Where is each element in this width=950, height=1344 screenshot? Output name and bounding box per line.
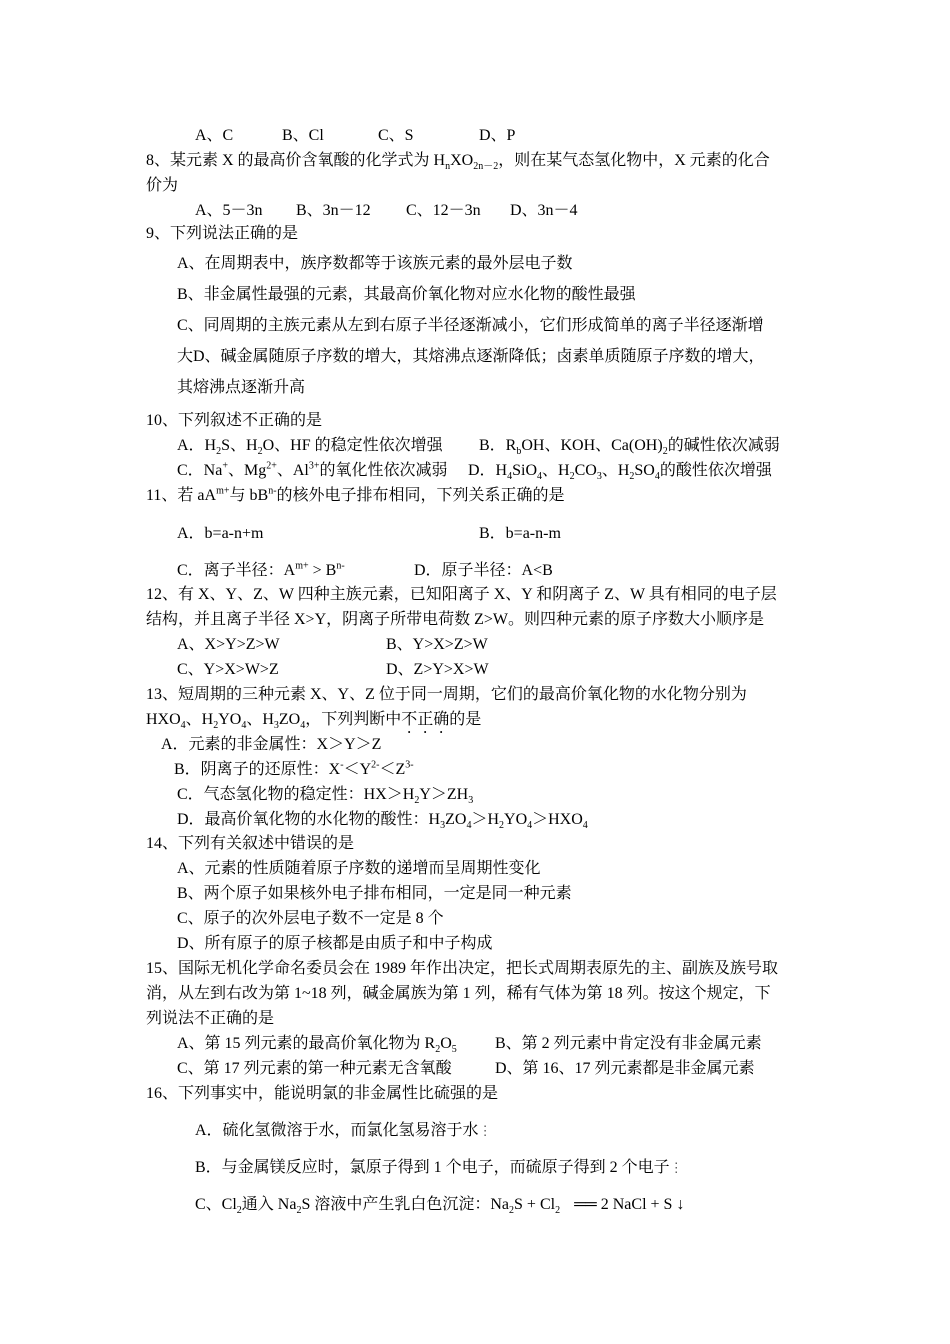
q7-option-c: C、S [378, 127, 414, 144]
q8-stem-line1: 8、某元素 X 的最高价含氧酸的化学式为 $H_nXO_{2n-2}$，则在某气态氢化物中，X 元素的化合 [146, 152, 770, 173]
q9-option-c-line1: C、同周期的主族元素从左到右原子半径逐渐减小，它们形成简单的离子半径逐渐增 [177, 317, 764, 334]
q15-option-a: A、第 15 列元素的最高价氧化物为 $R_2O_5$ [177, 1035, 457, 1056]
q15-stem-line3: 列说法不正确的是 [146, 1010, 275, 1027]
q13-stem-line2: $HXO_4$、$H_2YO_4$、$H_3ZO_4$，下列判断中不正确的是 [146, 711, 482, 732]
q9-option-b: B、非金属性最强的元素，其最高价氧化物对应水化物的酸性最强 [177, 286, 636, 303]
q13-stem-line1: 13、短周期的三种元素 X、Y、Z 位于同一周期，它们的最高价氧化物的水化物分别为 [146, 686, 747, 703]
q13-option-d: D．最高价氧化物的水化物的酸性：$H_3ZO_4>H_2YO_4>HXO_4$ [177, 811, 588, 832]
q10-option-d: D．$H_4SiO_4$、$H_2CO_3$、$H_2SO_4$的酸性依次增强 [468, 462, 772, 483]
q15-option-c: C、第 17 列元素的第一种元素无含氧酸 [177, 1060, 452, 1077]
q12-option-b: B、Y>X>Z>W [386, 636, 488, 653]
q13-option-a: A．元素的非金属性：X＞Y＞Z [161, 736, 382, 753]
text-cursor-mark: ⋮ [669, 1160, 683, 1175]
q8-stem-line2: 价为 [146, 177, 179, 194]
q16-option-c: C、$Cl_2$通入 $Na_2S$ 溶液中产生乳白色沉淀：$Na_2S + Cl_2$ ══ 2 NaCl + S ↓ [195, 1196, 685, 1217]
q7-option-b: B、Cl [282, 127, 324, 144]
text-cursor-mark: ⋮ [478, 1123, 492, 1138]
q11-option-b: B．b=a-n-m [479, 525, 561, 542]
q12-option-c: C、Y>X>W>Z [177, 661, 279, 678]
q8-option-b: B、3n－12 [296, 202, 371, 219]
q14-option-b: B、两个原子如果核外电子排布相同，一定是同一种元素 [177, 885, 572, 902]
q16-stem: 16、下列事实中，能说明氯的非金属性比硫强的是 [146, 1085, 499, 1102]
q14-stem: 14、下列有关叙述中错误的是 [146, 835, 355, 852]
q14-option-a: A、元素的性质随着原子序数的递增而呈周期性变化 [177, 860, 541, 877]
q8-option-a: A、5－3n [195, 202, 263, 219]
q10-stem: 10、下列叙述不正确的是 [146, 412, 323, 429]
q10-option-b: B．$R_bOH$、KOH、$Ca(OH)_2$的碱性依次减弱 [479, 437, 780, 458]
q15-stem-line1: 15、国际无机化学命名委员会在 1989 年作出决定，把长式周期表原先的主、副族及族号取 [146, 960, 779, 977]
q10-option-a: A．$H_2S$、$H_2O$、HF 的稳定性依次增强 [177, 437, 443, 458]
q16-option-a: A．硫化氢微溶于水，而氯化氢易溶于水⋮ [195, 1122, 492, 1139]
q8-option-d: D、3n－4 [510, 202, 578, 219]
q13-option-b: B．阴离子的还原性：$X^-<Y^{2-}<Z^{3-}$ [174, 759, 414, 778]
q9-option-c-line2: 大D、碱金属随原子序数的增大，其熔沸点逐渐降低；卤素单质随原子序数的增大， [177, 348, 765, 365]
q14-option-c: C、原子的次外层电子数不一定是 8 个 [177, 910, 444, 927]
reaction-result: ══ 2 NaCl + S ↓ [574, 1196, 685, 1213]
q14-option-d: D、所有原子的原子核都是由质子和中子构成 [177, 935, 493, 952]
q7-option-a: A、C [195, 127, 234, 144]
q9-option-c-line3: 其熔沸点逐渐升高 [177, 379, 306, 396]
q12-option-d: D、Z>Y>X>W [386, 661, 489, 678]
q9-option-a: A、在周期表中，族序数都等于该族元素的最外层电子数 [177, 255, 573, 272]
q9-stem: 9、下列说法正确的是 [146, 225, 299, 242]
q8-option-c: C、12－3n [406, 202, 481, 219]
emphasized-not-correct: 不正确 [401, 711, 450, 728]
q12-option-a: A、X>Y>Z>W [177, 636, 280, 653]
q11-option-a: A．b=a-n+m [177, 525, 264, 542]
q13-option-c: C．气态氢化物的稳定性：$HX>H_2Y>ZH_3$ [177, 786, 474, 807]
q15-stem-line2: 消，从左到右改为第 1~18 列，碱金属族为第 1 列，稀有气体为第 18 列。按这个规定，下 [146, 985, 771, 1002]
q15-option-b: B、第 2 列元素中肯定没有非金属元素 [495, 1035, 762, 1052]
q10-option-c: C．Na+、$Mg^{2+}$、$Al^{3+}$的氧化性依次减弱 [177, 460, 448, 479]
q12-stem-line2: 结构，并且离子半径 X>Y，阴离子所带电荷数 Z>W。则四种元素的原子序数大小顺序是 [146, 611, 765, 628]
q11-option-d: D．原子半径：A<B [414, 562, 553, 579]
q11-option-c: C．离子半径：$A^{m+} > B^{n-}$ [177, 560, 345, 579]
q11-stem: 11、若 $aA^{m+}$与 $bB^{n-}$的核外电子排布相同，下列关系正确的是 [146, 485, 565, 504]
q12-stem-line1: 12、有 X、Y、Z、W 四种主族元素，已知阳离子 X、Y 和阴离子 Z、W 具有相同的电子层 [146, 586, 777, 603]
q15-option-d: D、第 16、17 列元素都是非金属元素 [495, 1060, 755, 1077]
q7-option-d: D、P [479, 127, 516, 144]
q16-option-b: B．与金属镁反应时，氯原子得到 1 个电子，而硫原子得到 2 个电子⋮ [195, 1159, 683, 1176]
